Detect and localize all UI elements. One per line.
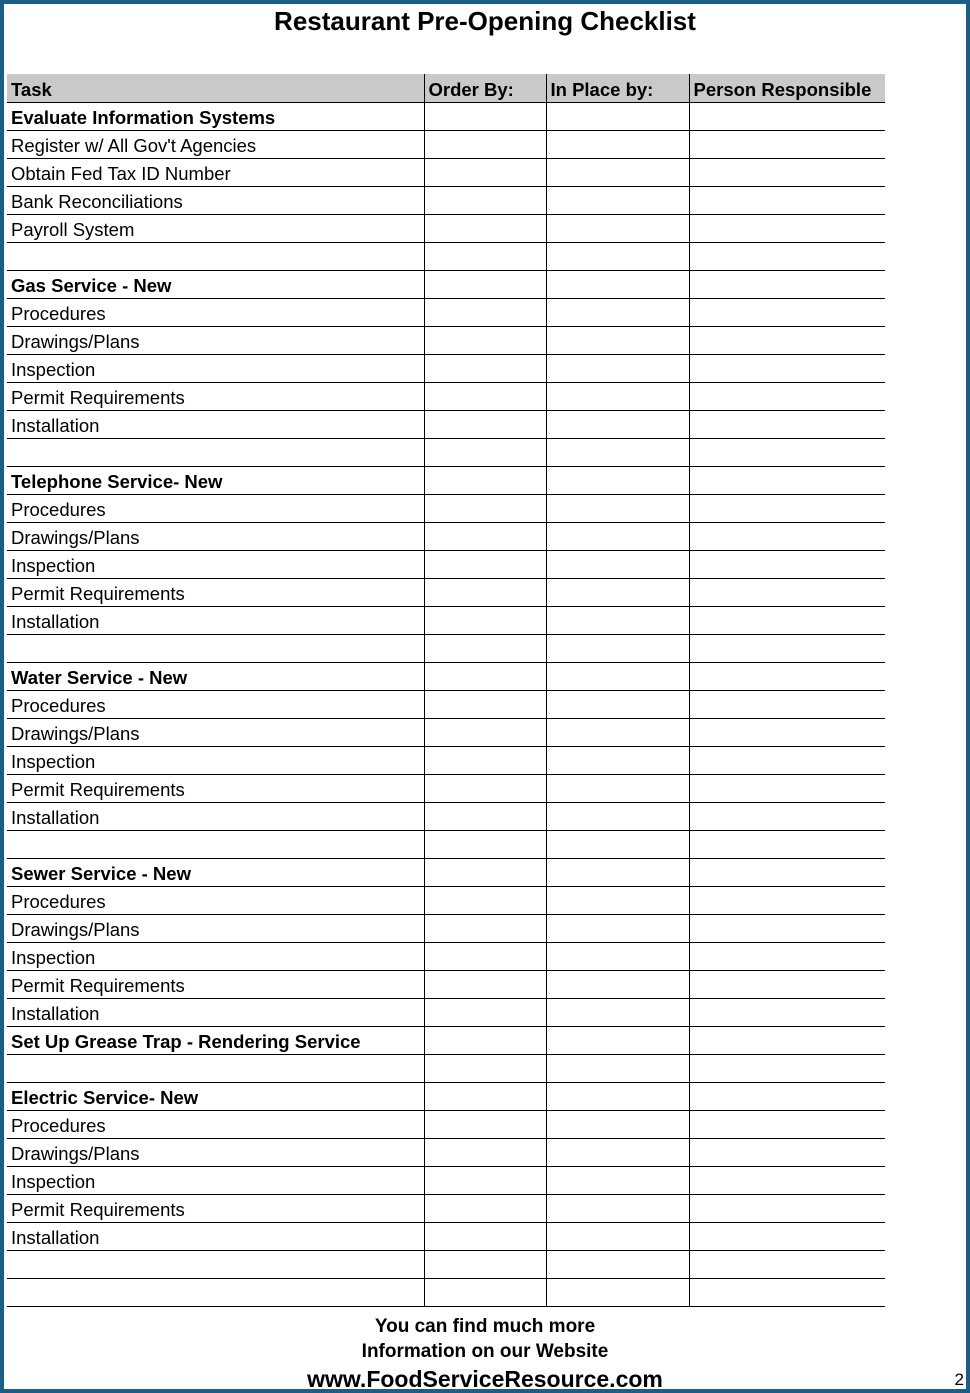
column-header-person-responsible: Person Responsible <box>689 74 885 102</box>
task-cell: Installation <box>7 606 424 634</box>
order-by-cell[interactable] <box>424 662 546 690</box>
person-responsible-cell[interactable] <box>689 1138 885 1166</box>
person-responsible-cell[interactable] <box>689 410 885 438</box>
footer-line-1: You can find much more <box>374 1316 596 1337</box>
person-responsible-cell[interactable] <box>689 186 885 214</box>
order-by-cell[interactable] <box>424 718 546 746</box>
person-responsible-cell[interactable] <box>689 130 885 158</box>
person-responsible-cell[interactable] <box>689 1054 885 1082</box>
in-place-by-cell[interactable] <box>546 410 689 438</box>
person-responsible-cell[interactable] <box>689 830 885 858</box>
table-row <box>7 1166 885 1194</box>
task-cell: Drawings/Plans <box>7 914 424 942</box>
column-header-task: Task <box>7 74 424 102</box>
person-responsible-cell[interactable] <box>689 1278 885 1306</box>
order-by-cell[interactable] <box>424 606 546 634</box>
page-title: Restaurant Pre-Opening Checklist <box>274 6 696 36</box>
table-row <box>7 550 885 578</box>
in-place-by-cell[interactable] <box>546 1222 689 1250</box>
order-by-cell[interactable] <box>424 914 546 942</box>
in-place-by-cell[interactable] <box>546 270 689 298</box>
in-place-by-cell[interactable] <box>546 214 689 242</box>
section-heading: Evaluate Information Systems <box>7 102 424 130</box>
order-by-cell[interactable] <box>424 1250 546 1278</box>
in-place-by-cell[interactable] <box>546 438 689 466</box>
person-responsible-cell[interactable] <box>689 466 885 494</box>
table-row <box>7 970 885 998</box>
table-row <box>7 662 885 690</box>
in-place-by-cell[interactable] <box>546 774 689 802</box>
in-place-by-cell[interactable] <box>546 1138 689 1166</box>
order-by-cell[interactable] <box>424 942 546 970</box>
in-place-by-cell[interactable] <box>546 718 689 746</box>
table-row <box>7 382 885 410</box>
order-by-cell[interactable] <box>424 690 546 718</box>
order-by-cell[interactable] <box>424 1110 546 1138</box>
task-cell: Permit Requirements <box>7 774 424 802</box>
in-place-by-cell[interactable] <box>546 466 689 494</box>
task-cell <box>7 830 424 858</box>
order-by-cell[interactable] <box>424 1026 546 1054</box>
column-header-order-by: Order By: <box>424 74 546 102</box>
order-by-cell[interactable] <box>424 1222 546 1250</box>
table-row <box>7 802 885 830</box>
task-cell: Obtain Fed Tax ID Number <box>7 158 424 186</box>
order-by-cell[interactable] <box>424 1082 546 1110</box>
person-responsible-cell[interactable] <box>689 858 885 886</box>
table-row <box>7 1082 885 1110</box>
task-cell: Register w/ All Gov't Agencies <box>7 130 424 158</box>
order-by-cell[interactable] <box>424 1278 546 1306</box>
table-row <box>7 102 885 130</box>
table-row <box>7 634 885 662</box>
in-place-by-cell[interactable] <box>546 158 689 186</box>
in-place-by-cell[interactable] <box>546 326 689 354</box>
person-responsible-cell[interactable] <box>689 522 885 550</box>
order-by-cell[interactable] <box>424 354 546 382</box>
task-cell: Installation <box>7 802 424 830</box>
person-responsible-cell[interactable] <box>689 606 885 634</box>
person-responsible-cell[interactable] <box>689 326 885 354</box>
person-responsible-cell[interactable] <box>689 550 885 578</box>
task-cell <box>7 242 424 270</box>
person-responsible-cell[interactable] <box>689 158 885 186</box>
section-heading: Electric Service- New <box>7 1082 424 1110</box>
person-responsible-cell[interactable] <box>689 1194 885 1222</box>
table-row <box>7 774 885 802</box>
person-responsible-cell[interactable] <box>689 774 885 802</box>
person-responsible-cell[interactable] <box>689 802 885 830</box>
table-row <box>7 606 885 634</box>
table-row <box>7 1194 885 1222</box>
task-cell: Permit Requirements <box>7 970 424 998</box>
in-place-by-cell[interactable] <box>546 1026 689 1054</box>
task-cell: Inspection <box>7 354 424 382</box>
table-row <box>7 886 885 914</box>
column-header-in-place-by: In Place by: <box>546 74 689 102</box>
task-cell: Inspection <box>7 746 424 774</box>
in-place-by-cell[interactable] <box>546 382 689 410</box>
table-row <box>7 214 885 242</box>
in-place-by-cell[interactable] <box>546 354 689 382</box>
person-responsible-cell[interactable] <box>689 1250 885 1278</box>
table-row <box>7 1138 885 1166</box>
table-row <box>7 466 885 494</box>
section-heading: Gas Service - New <box>7 270 424 298</box>
person-responsible-cell[interactable] <box>689 1222 885 1250</box>
order-by-cell[interactable] <box>424 634 546 662</box>
table-row <box>7 942 885 970</box>
person-responsible-cell[interactable] <box>689 718 885 746</box>
order-by-cell[interactable] <box>424 522 546 550</box>
task-cell: Installation <box>7 998 424 1026</box>
page-number: 2 <box>954 1370 964 1389</box>
task-cell <box>7 1278 424 1306</box>
person-responsible-cell[interactable] <box>689 578 885 606</box>
in-place-by-cell[interactable] <box>546 606 689 634</box>
order-by-cell[interactable] <box>424 998 546 1026</box>
order-by-cell[interactable] <box>424 830 546 858</box>
in-place-by-cell[interactable] <box>546 802 689 830</box>
in-place-by-cell[interactable] <box>546 550 689 578</box>
task-cell: Procedures <box>7 494 424 522</box>
order-by-cell[interactable] <box>424 298 546 326</box>
in-place-by-cell[interactable] <box>546 298 689 326</box>
in-place-by-cell[interactable] <box>546 858 689 886</box>
person-responsible-cell[interactable] <box>689 1082 885 1110</box>
task-cell: Inspection <box>7 942 424 970</box>
order-by-cell[interactable] <box>424 410 546 438</box>
in-place-by-cell[interactable] <box>546 1054 689 1082</box>
order-by-cell[interactable] <box>424 1194 546 1222</box>
table-row <box>7 1026 885 1054</box>
task-cell <box>7 634 424 662</box>
table-row <box>7 298 885 326</box>
order-by-cell[interactable] <box>424 438 546 466</box>
task-cell: Procedures <box>7 1110 424 1138</box>
order-by-cell[interactable] <box>424 1054 546 1082</box>
task-cell: Payroll System <box>7 214 424 242</box>
person-responsible-cell[interactable] <box>689 354 885 382</box>
table-row <box>7 914 885 942</box>
task-cell: Permit Requirements <box>7 382 424 410</box>
order-by-cell[interactable] <box>424 214 546 242</box>
footer-url[interactable]: www.FoodServiceResource.com <box>307 1366 663 1392</box>
in-place-by-cell[interactable] <box>546 522 689 550</box>
in-place-by-cell[interactable] <box>546 1194 689 1222</box>
table-row <box>7 186 885 214</box>
table-row <box>7 354 885 382</box>
task-cell: Procedures <box>7 886 424 914</box>
in-place-by-cell[interactable] <box>546 634 689 662</box>
order-by-cell[interactable] <box>424 494 546 522</box>
table-row <box>7 1110 885 1138</box>
checklist-table <box>7 74 885 1307</box>
order-by-cell[interactable] <box>424 102 546 130</box>
in-place-by-cell[interactable] <box>546 830 689 858</box>
in-place-by-cell[interactable] <box>546 998 689 1026</box>
order-by-cell[interactable] <box>424 326 546 354</box>
person-responsible-cell[interactable] <box>689 214 885 242</box>
task-cell <box>7 1054 424 1082</box>
in-place-by-cell[interactable] <box>546 914 689 942</box>
table-row <box>7 1222 885 1250</box>
person-responsible-cell[interactable] <box>689 1026 885 1054</box>
person-responsible-cell[interactable] <box>689 1110 885 1138</box>
person-responsible-cell[interactable] <box>689 270 885 298</box>
person-responsible-cell[interactable] <box>689 102 885 130</box>
person-responsible-cell[interactable] <box>689 382 885 410</box>
in-place-by-cell[interactable] <box>546 662 689 690</box>
in-place-by-cell[interactable] <box>546 102 689 130</box>
section-heading: Set Up Grease Trap - Rendering Service <box>7 1026 424 1054</box>
in-place-by-cell[interactable] <box>546 886 689 914</box>
task-cell: Inspection <box>7 550 424 578</box>
task-cell: Procedures <box>7 298 424 326</box>
footer-line-2: Information on our Website <box>361 1341 609 1362</box>
task-cell: Drawings/Plans <box>7 718 424 746</box>
task-cell: Installation <box>7 410 424 438</box>
table-row <box>7 158 885 186</box>
table-row <box>7 1250 885 1278</box>
person-responsible-cell[interactable] <box>689 746 885 774</box>
order-by-cell[interactable] <box>424 158 546 186</box>
order-by-cell[interactable] <box>424 130 546 158</box>
person-responsible-cell[interactable] <box>689 634 885 662</box>
order-by-cell[interactable] <box>424 970 546 998</box>
task-cell: Permit Requirements <box>7 578 424 606</box>
person-responsible-cell[interactable] <box>689 998 885 1026</box>
table-row <box>7 130 885 158</box>
in-place-by-cell[interactable] <box>546 130 689 158</box>
table-header-row <box>7 74 885 102</box>
order-by-cell[interactable] <box>424 270 546 298</box>
person-responsible-cell[interactable] <box>689 690 885 718</box>
table-row <box>7 410 885 438</box>
section-heading: Telephone Service- New <box>7 466 424 494</box>
order-by-cell[interactable] <box>424 886 546 914</box>
table-row <box>7 578 885 606</box>
table-row <box>7 690 885 718</box>
in-place-by-cell[interactable] <box>546 242 689 270</box>
order-by-cell[interactable] <box>424 858 546 886</box>
in-place-by-cell[interactable] <box>546 1110 689 1138</box>
person-responsible-cell[interactable] <box>689 942 885 970</box>
person-responsible-cell[interactable] <box>689 970 885 998</box>
order-by-cell[interactable] <box>424 1166 546 1194</box>
order-by-cell[interactable] <box>424 1138 546 1166</box>
in-place-by-cell[interactable] <box>546 1278 689 1306</box>
task-cell <box>7 438 424 466</box>
order-by-cell[interactable] <box>424 550 546 578</box>
in-place-by-cell[interactable] <box>546 1250 689 1278</box>
task-cell: Drawings/Plans <box>7 1138 424 1166</box>
section-heading: Sewer Service - New <box>7 858 424 886</box>
table-row <box>7 494 885 522</box>
in-place-by-cell[interactable] <box>546 1082 689 1110</box>
task-cell: Drawings/Plans <box>7 326 424 354</box>
table-row <box>7 242 885 270</box>
task-cell <box>7 1250 424 1278</box>
order-by-cell[interactable] <box>424 466 546 494</box>
table-row <box>7 1278 885 1306</box>
in-place-by-cell[interactable] <box>546 970 689 998</box>
order-by-cell[interactable] <box>424 578 546 606</box>
in-place-by-cell[interactable] <box>546 746 689 774</box>
table-row <box>7 718 885 746</box>
in-place-by-cell[interactable] <box>546 578 689 606</box>
person-responsible-cell[interactable] <box>689 914 885 942</box>
table-row <box>7 830 885 858</box>
person-responsible-cell[interactable] <box>689 242 885 270</box>
table-row <box>7 746 885 774</box>
table-row <box>7 270 885 298</box>
order-by-cell[interactable] <box>424 746 546 774</box>
order-by-cell[interactable] <box>424 382 546 410</box>
task-cell: Installation <box>7 1222 424 1250</box>
order-by-cell[interactable] <box>424 186 546 214</box>
section-heading: Water Service - New <box>7 662 424 690</box>
person-responsible-cell[interactable] <box>689 298 885 326</box>
table-row <box>7 858 885 886</box>
order-by-cell[interactable] <box>424 774 546 802</box>
person-responsible-cell[interactable] <box>689 438 885 466</box>
in-place-by-cell[interactable] <box>546 690 689 718</box>
person-responsible-cell[interactable] <box>689 886 885 914</box>
in-place-by-cell[interactable] <box>546 1166 689 1194</box>
table-row <box>7 998 885 1026</box>
person-responsible-cell[interactable] <box>689 1166 885 1194</box>
in-place-by-cell[interactable] <box>546 494 689 522</box>
order-by-cell[interactable] <box>424 802 546 830</box>
person-responsible-cell[interactable] <box>689 662 885 690</box>
table-row <box>7 1054 885 1082</box>
task-cell: Permit Requirements <box>7 1194 424 1222</box>
table-row <box>7 522 885 550</box>
task-cell: Bank Reconciliations <box>7 186 424 214</box>
task-cell: Drawings/Plans <box>7 522 424 550</box>
order-by-cell[interactable] <box>424 242 546 270</box>
task-cell: Procedures <box>7 690 424 718</box>
task-cell: Inspection <box>7 1166 424 1194</box>
table-row <box>7 326 885 354</box>
in-place-by-cell[interactable] <box>546 186 689 214</box>
table-row <box>7 438 885 466</box>
person-responsible-cell[interactable] <box>689 494 885 522</box>
in-place-by-cell[interactable] <box>546 942 689 970</box>
